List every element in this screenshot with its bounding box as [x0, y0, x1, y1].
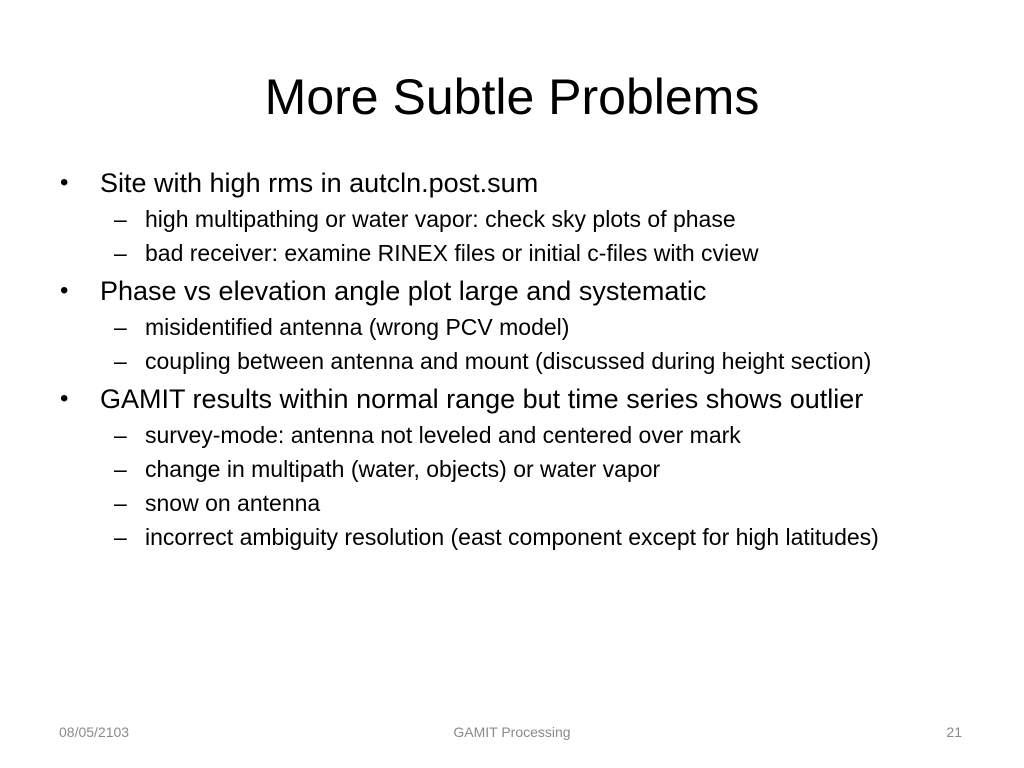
sub-bullet-item [58, 454, 968, 484]
dash-icon: – [114, 490, 127, 516]
sub-bullet-text: bad receiver: examine RINEX files or initial c-files with cview [145, 240, 759, 266]
sub-bullet-text: snow on antenna [145, 490, 321, 516]
dash-icon: – [114, 348, 127, 374]
sub-bullet-item [58, 522, 968, 552]
sub-bullet-text: high multipathing or water vapor: check sky plots of phase [145, 206, 736, 232]
dash-icon: – [114, 240, 127, 266]
sub-bullet-item [58, 346, 968, 376]
dash-icon: – [114, 206, 127, 232]
sub-bullet-text: change in multipath (water, objects) or water vapor [145, 456, 661, 482]
sub-bullet-item [58, 204, 968, 234]
slide-number: 21 [946, 724, 962, 740]
footer-title: GAMIT Processing [453, 724, 571, 740]
sub-bullet-text: incorrect ambiguity resolution (east component except for high latitudes) [145, 524, 879, 550]
bullet-item [58, 382, 968, 416]
dash-icon: – [114, 314, 127, 340]
slide-title: More Subtle Problems [264, 69, 760, 125]
dash-icon: – [114, 456, 127, 482]
sub-bullet-item [58, 312, 968, 342]
sub-bullet-item [58, 238, 968, 268]
bullet-icon: • [60, 277, 69, 304]
sub-bullet-text: misidentified antenna (wrong PCV model) [145, 314, 570, 340]
footer-date: 08/05/2103 [59, 724, 130, 740]
sub-bullet-item [58, 420, 968, 450]
bullet-item [58, 274, 968, 308]
bullet-text: GAMIT results within normal range but time series shows outlier [100, 384, 864, 414]
dash-icon: – [114, 524, 127, 550]
bullet-list [58, 160, 968, 555]
bullet-icon: • [60, 169, 69, 196]
sub-bullet-text: survey-mode: antenna not leveled and centered over mark [145, 422, 741, 448]
bullet-icon: • [60, 385, 69, 412]
sub-bullet-item [58, 488, 968, 518]
dash-icon: – [114, 422, 127, 448]
bullet-text: Phase vs elevation angle plot large and systematic [100, 276, 707, 306]
bullet-text: Site with high rms in autcln.post.sum [100, 168, 539, 198]
bullet-item [58, 166, 968, 200]
sub-bullet-text: coupling between antenna and mount (discussed during height section) [145, 348, 872, 374]
